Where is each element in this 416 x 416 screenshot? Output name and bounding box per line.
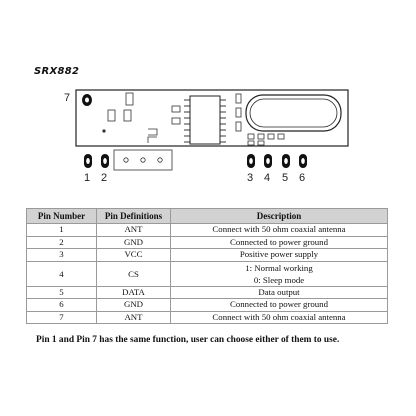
component-c6 bbox=[236, 122, 241, 131]
cell-def: GND bbox=[97, 236, 171, 249]
component-r1 bbox=[108, 110, 115, 121]
cell-pin: 1 bbox=[27, 224, 97, 237]
cell-def: ANT bbox=[97, 311, 171, 324]
cell-def: ANT bbox=[97, 224, 171, 237]
cell-desc: Connected to power ground bbox=[171, 299, 388, 312]
pcb-outline bbox=[76, 90, 348, 146]
table-header-row bbox=[27, 209, 388, 224]
cell-def: DATA bbox=[97, 286, 171, 299]
component-c1 bbox=[126, 93, 133, 105]
table-row bbox=[27, 249, 388, 262]
component-bracket-2 bbox=[148, 137, 157, 143]
crystal bbox=[246, 95, 341, 131]
pin-label-7: 7 bbox=[64, 92, 71, 104]
desc-line: 0: Sleep mode bbox=[253, 274, 305, 285]
component-bracket-1 bbox=[148, 129, 157, 135]
component-r2 bbox=[124, 110, 131, 121]
header-pin-definitions: Pin Definitions bbox=[97, 209, 171, 224]
header-description: Description bbox=[171, 209, 388, 224]
cell-def: VCC bbox=[97, 249, 171, 262]
component-c5 bbox=[236, 108, 241, 117]
component-c2 bbox=[172, 106, 180, 112]
component-array bbox=[248, 134, 284, 145]
table-row bbox=[27, 286, 388, 299]
cell-pin: 3 bbox=[27, 249, 97, 262]
table-row bbox=[27, 224, 388, 237]
cell-desc: Connected to power ground bbox=[171, 236, 388, 249]
table-row bbox=[27, 236, 388, 249]
cell-pin: 5 bbox=[27, 286, 97, 299]
via bbox=[102, 129, 105, 132]
bottom-pins bbox=[84, 154, 307, 168]
component-c4 bbox=[236, 94, 241, 103]
table-row bbox=[27, 299, 388, 312]
table-row bbox=[27, 311, 388, 324]
table-row bbox=[27, 261, 388, 286]
footnote: Pin 1 and Pin 7 has the same function, user can choose either of them to use. bbox=[36, 335, 340, 345]
cell-desc: Connect with 50 ohm coaxial antenna bbox=[171, 224, 388, 237]
cell-pin: 6 bbox=[27, 299, 97, 312]
cell-pin: 7 bbox=[27, 311, 97, 324]
pin-label-5: 5 bbox=[282, 172, 289, 184]
cell-desc: Positive power supply bbox=[171, 249, 388, 262]
pin-label-6: 6 bbox=[299, 172, 306, 184]
pin-label-2: 2 bbox=[101, 172, 108, 184]
module-title: SRX882 bbox=[34, 66, 80, 77]
component-c3 bbox=[172, 118, 180, 124]
cell-pin: 2 bbox=[27, 236, 97, 249]
pin-table bbox=[26, 208, 388, 324]
pin-label-1: 1 bbox=[84, 172, 91, 184]
module-diagram bbox=[0, 0, 416, 200]
pin-label-4: 4 bbox=[264, 172, 271, 184]
cell-desc: Connect with 50 ohm coaxial antenna bbox=[171, 311, 388, 324]
cell-pin: 4 bbox=[27, 261, 97, 286]
ic-chip bbox=[184, 96, 226, 144]
header-strip bbox=[114, 150, 172, 170]
header-pin-number: Pin Number bbox=[27, 209, 97, 224]
cell-def: GND bbox=[97, 299, 171, 312]
desc-line: 1: Normal working bbox=[245, 262, 313, 273]
cell-desc-multiline bbox=[171, 261, 388, 286]
cell-def: CS bbox=[97, 261, 171, 286]
pin-label-3: 3 bbox=[247, 172, 254, 184]
cell-desc: Data output bbox=[171, 286, 388, 299]
